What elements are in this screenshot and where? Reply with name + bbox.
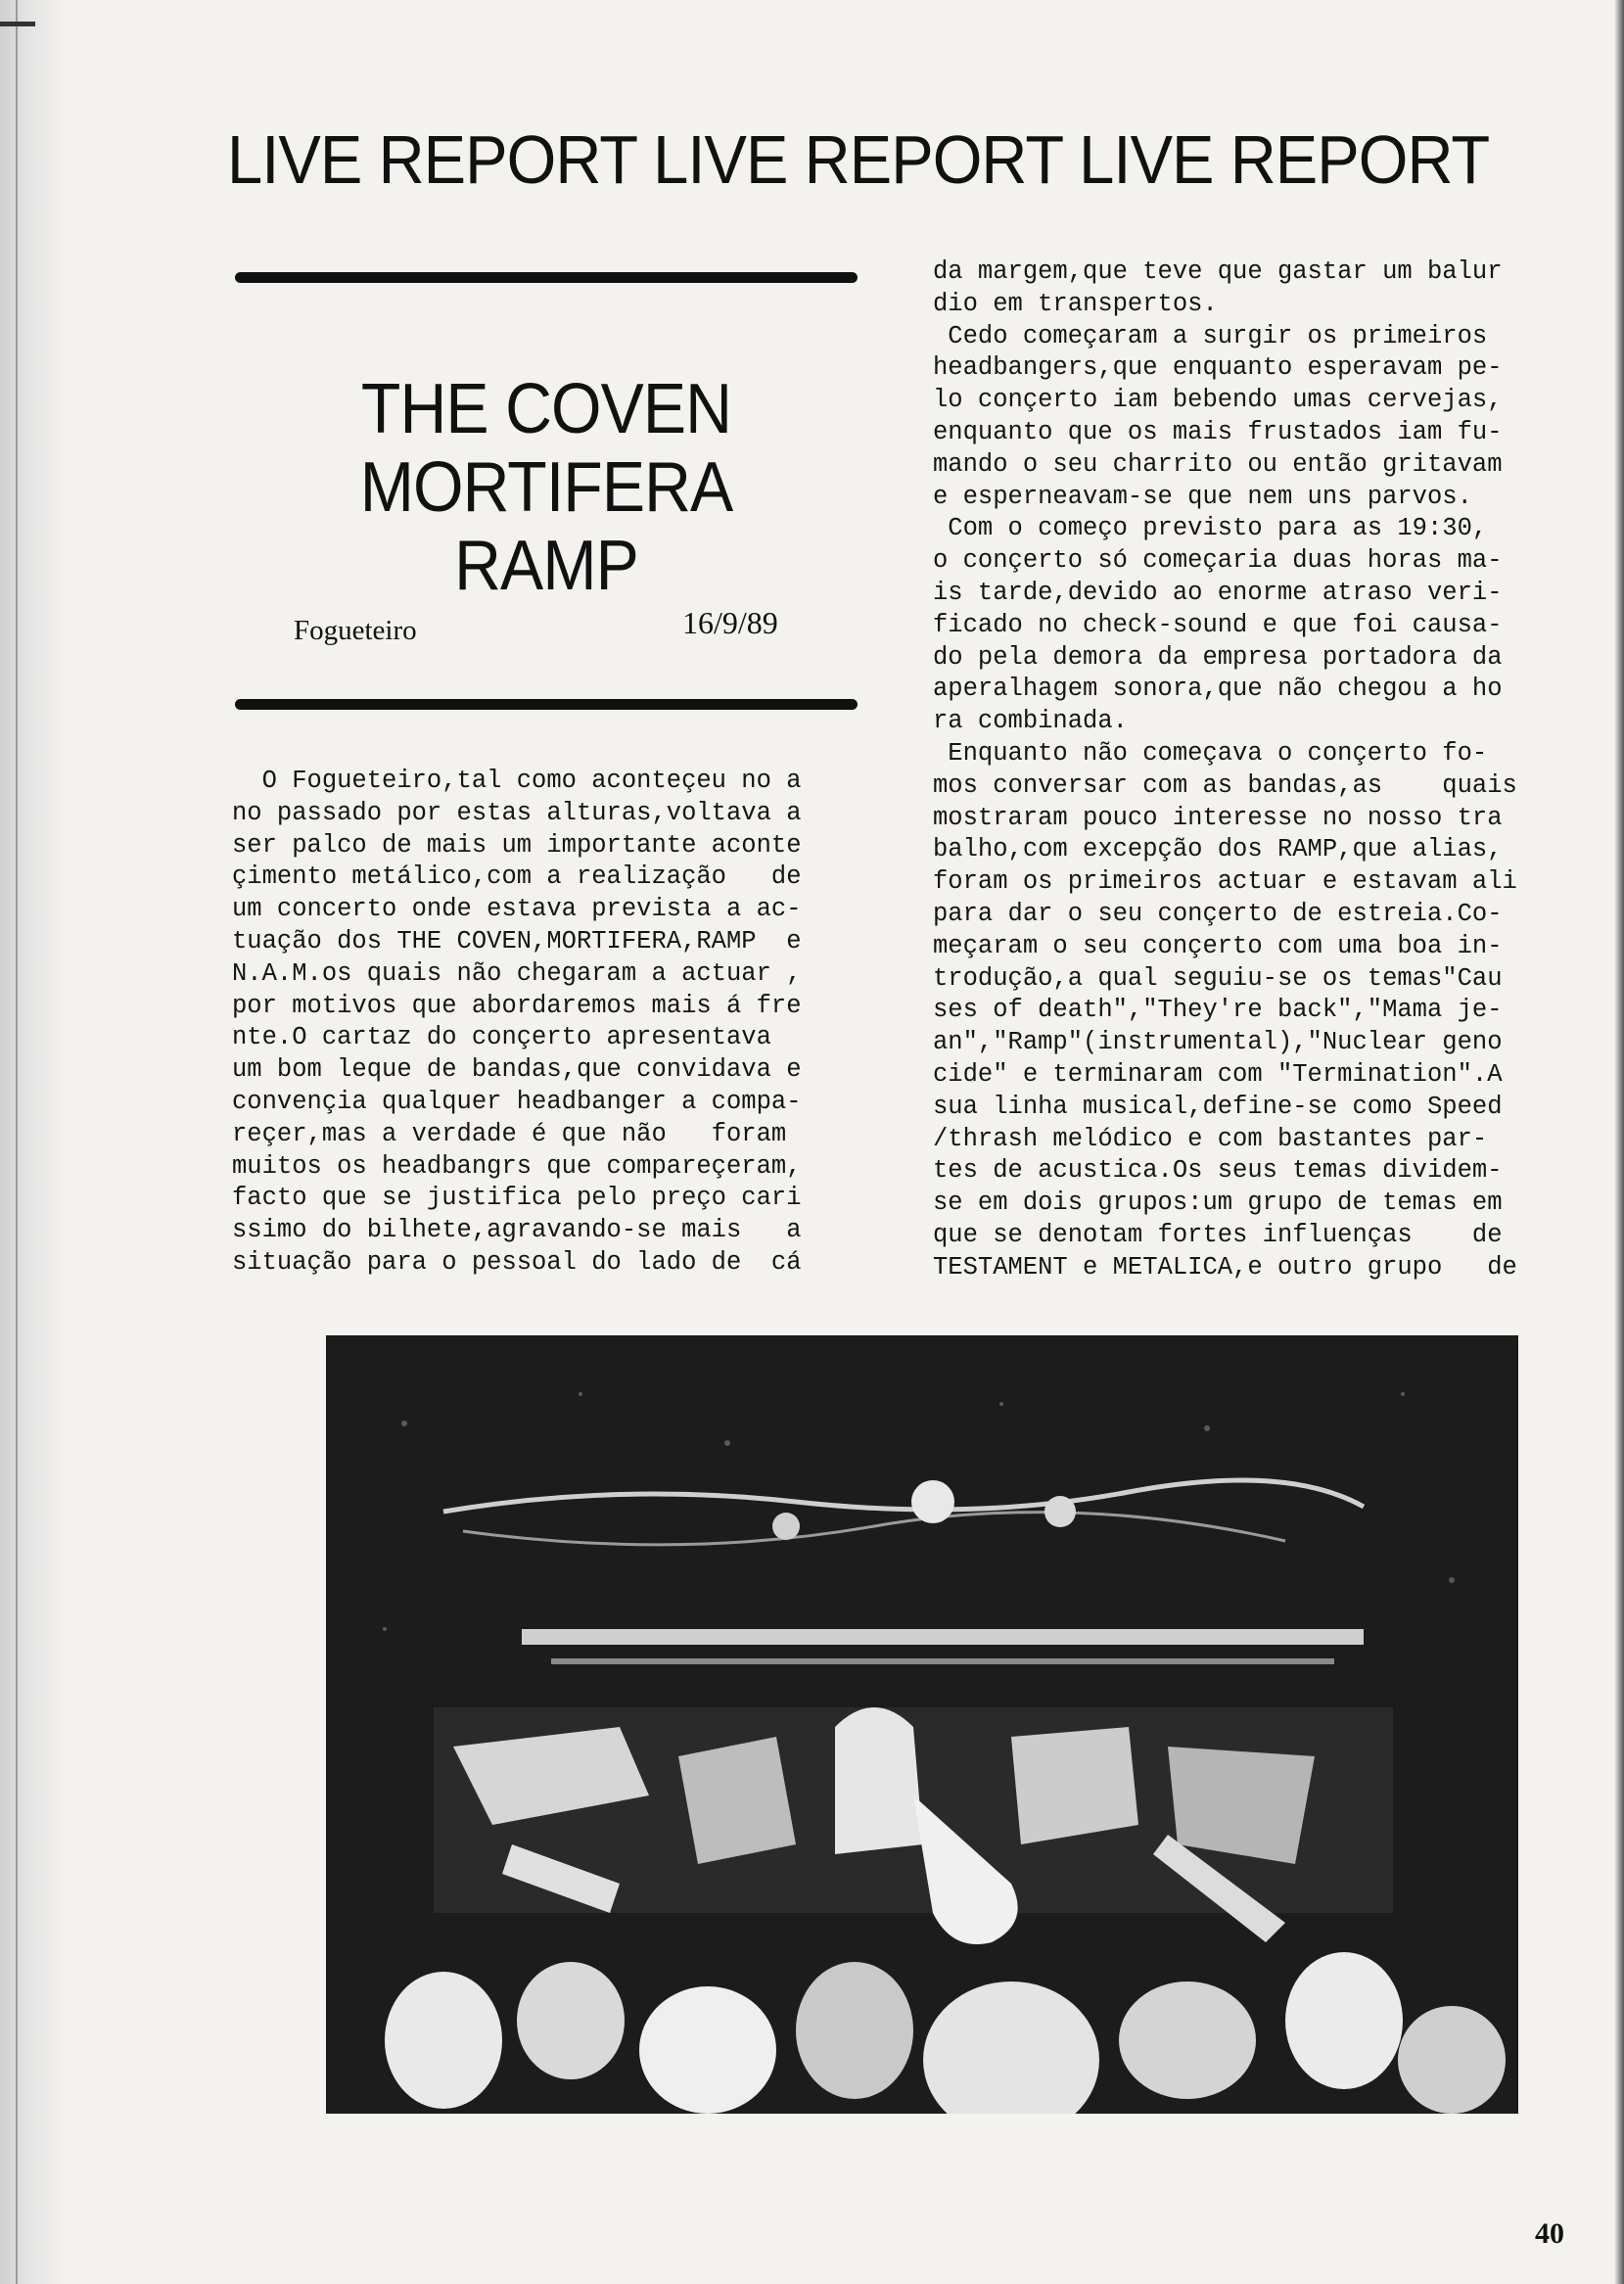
article-line: um concerto onde estava prevista a ac-: [232, 895, 802, 924]
article-line: convençia qualquer headbanger a compa-: [232, 1087, 802, 1116]
section-header: LIVE REPORT LIVE REPORT LIVE REPORT: [227, 121, 1490, 198]
article-line: do pela demora da empresa portadora da: [933, 642, 1503, 672]
article-line: Com o começo previsto para as 19:30,: [933, 514, 1488, 543]
article-line: tuação dos THE COVEN,MORTIFERA,RAMP e: [232, 926, 802, 956]
article-line: balho,com excepção dos RAMP,que alias,: [933, 835, 1503, 864]
article-line: ses of death","They're back","Mama je-: [933, 996, 1503, 1025]
band-title: THE COVEN: [360, 370, 732, 448]
article-line: /thrash melódico e com bastantes par-: [933, 1124, 1488, 1153]
article-line: an","Ramp"(instrumental),"Nuclear geno: [933, 1028, 1503, 1057]
article-line: um bom leque de bandas,que convidava e: [232, 1055, 802, 1085]
article-line: enquanto que os mais frustados iam fu-: [933, 417, 1503, 446]
article-line: mostraram pouco interesse no nosso tra: [933, 803, 1503, 832]
article-line: lo conçerto iam bebendo umas cervejas,: [933, 386, 1503, 415]
article-line: ficado no check-sound e que foi causa-: [933, 610, 1503, 639]
article-line: Enquanto não começava o conçerto fo-: [933, 738, 1488, 768]
title-rule-top: [235, 272, 858, 283]
article-line: o conçerto só começaria duas horas ma-: [933, 546, 1503, 576]
article-column-right: [933, 256, 1559, 1284]
article-line: no passado por estas alturas,voltava a: [232, 798, 802, 827]
band-title: MORTIFERA: [359, 448, 733, 527]
article-line: meçaram o seu conçerto com uma boa in-: [933, 931, 1503, 960]
article-line: para dar o seu conçerto de estreia.Co-: [933, 899, 1503, 928]
top-margin-mark: [0, 22, 35, 26]
article-line: muitos os headbangrs que compareçeram,: [232, 1151, 802, 1181]
article-line: que se denotam fortes influenças de: [933, 1220, 1503, 1249]
article-line: situação para o pessoal do lado de cá: [232, 1247, 802, 1277]
article-line: çimento metálico,com a realização de: [232, 862, 802, 892]
page-gutter-shadow: [0, 0, 69, 2284]
article-line: cide" e terminaram com "Termination".A: [933, 1059, 1503, 1089]
article-line: reçer,mas a verdade é que não foram: [232, 1119, 787, 1148]
article-line: ser palco de mais um importante aconte: [232, 830, 802, 860]
article-line: ssimo do bilhete,agravando-se mais a: [232, 1216, 802, 1245]
title-rule-bottom: [235, 699, 858, 710]
article-line: se em dois grupos:um grupo de temas em: [933, 1189, 1503, 1218]
article-line: N.A.M.os quais não chegaram a actuar ,: [232, 958, 802, 988]
article-line: e esperneavam-se que nem uns parvos.: [933, 482, 1472, 511]
article-column-left: [232, 766, 868, 1280]
article-line: is tarde,devido ao enorme atraso veri-: [933, 578, 1503, 607]
date-label: 16/9/89: [682, 605, 778, 640]
gutter-edge-line: [16, 0, 18, 2284]
article-line: aperalhagem sonora,que não chegou a ho: [933, 675, 1503, 704]
article-line: mos conversar com as bandas,as quais: [933, 770, 1517, 800]
article-line: TESTAMENT e METALICA,e outro grupo de: [933, 1252, 1517, 1282]
article-line: O Fogueteiro,tal como aconteçeu no a: [232, 767, 802, 795]
article-line: ra combinada.: [933, 707, 1128, 736]
article-line: mando o seu charrito ou então gritavam: [933, 449, 1503, 479]
article-line: Cedo começaram a surgir os primeiros: [933, 321, 1488, 350]
article-line: dio em transpertos.: [933, 289, 1218, 318]
band-title: RAMP: [454, 527, 638, 605]
band-titles: [235, 370, 858, 605]
article-line: facto que se justifica pelo preço cari: [232, 1184, 802, 1213]
article-line: foram os primeiros actuar e estavam ali: [933, 867, 1517, 897]
article-line: tes de acustica.Os seus temas dividem-: [933, 1156, 1503, 1186]
concert-photo: [326, 1335, 1518, 2114]
venue-label: Fogueteiro: [294, 615, 417, 646]
article-line: da margem,que teve que gastar um balur: [933, 257, 1503, 286]
article-line: headbangers,que enquanto esperavam pe-: [933, 353, 1503, 383]
concert-photo-image: [326, 1335, 1518, 2114]
article-line: por motivos que abordaremos mais á fre: [232, 991, 802, 1020]
article-line: sua linha musical,define-se como Speed: [933, 1092, 1503, 1121]
article-line: trodução,a qual seguiu-se os temas"Cau: [933, 963, 1503, 993]
article-line: nte.O cartaz do conçerto apresentava: [232, 1023, 771, 1052]
page-right-edge: [1614, 0, 1624, 2284]
page-number: 40: [1535, 2217, 1564, 2250]
